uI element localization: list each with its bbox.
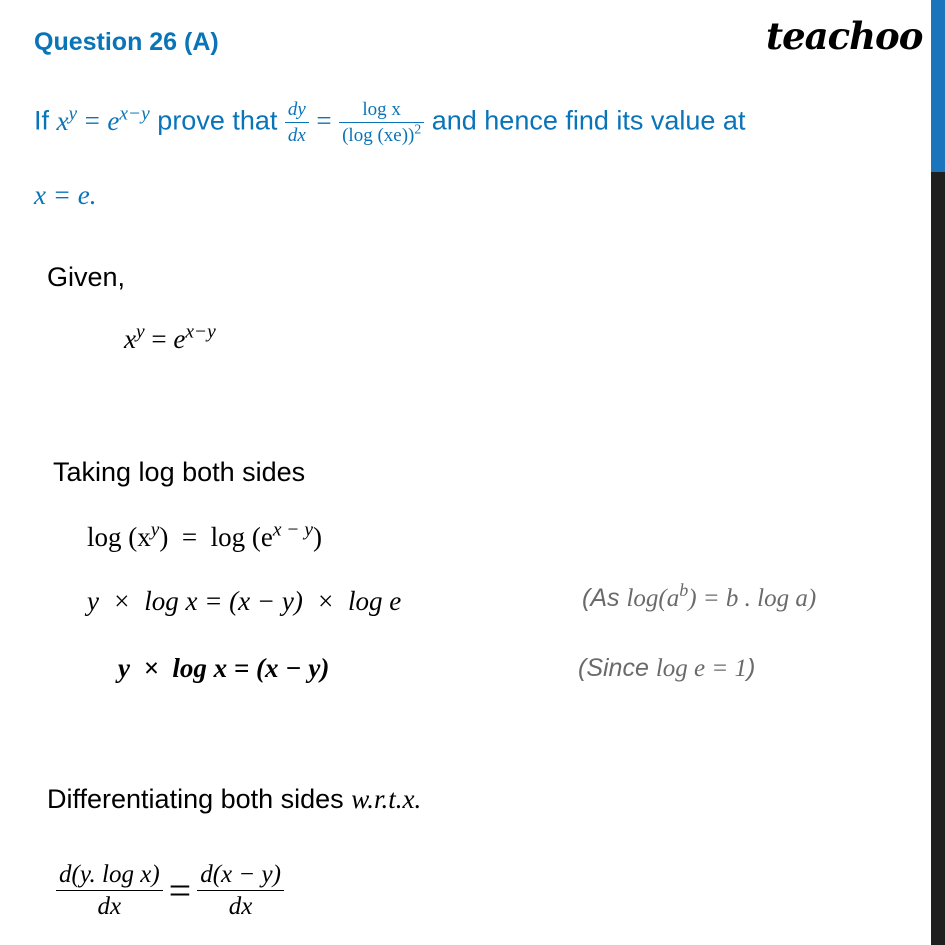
step1-note-math: log(a [626, 585, 680, 612]
log-equation [87, 519, 322, 553]
log-eq-rhs: log (e [210, 522, 273, 552]
log-fraction [339, 100, 424, 145]
step2-note-suffix: ) [747, 654, 756, 682]
step2-note-prefix: (Since [578, 654, 649, 682]
question-line-1: If $x^y = e^{x-y}$ prove that $\frac{dy}{dx}$ = $\frac{\text{log x}}{(\log (xe))^2}$ and hence find its value at [34, 99, 746, 146]
question-equals: = [84, 105, 100, 136]
log-eq-op: = [181, 522, 198, 552]
derivative-denominator: dx [287, 125, 306, 146]
step2-note [578, 654, 755, 683]
log-eq-rhs-close: ) [312, 522, 322, 552]
given-lhs: x [124, 324, 136, 354]
question-title: Question 26 (A) [34, 28, 219, 56]
step2-note-math: log e = 1 [655, 655, 747, 682]
question-tail: and hence find its value at [431, 105, 746, 136]
diff-rhs-denominator: dx [228, 893, 253, 920]
log-fraction-numerator: log x [339, 100, 424, 123]
question-rhs: e [107, 105, 120, 136]
question-lhs-exp: y [68, 102, 78, 124]
question-line-2: x = e. [34, 180, 97, 210]
given-op: = [151, 324, 167, 354]
log-eq-lhs-close: ) [159, 522, 169, 552]
given-rhs: e [173, 324, 186, 354]
given-lhs-exp: y [135, 321, 145, 343]
question-rhs-exp: x−y [119, 102, 150, 124]
question-lhs: x [56, 105, 69, 136]
log-eq-lhs-exp: y [150, 519, 160, 541]
scrollbar-thumb[interactable] [931, 0, 945, 172]
given-label: Given, [47, 262, 126, 292]
step1-note [582, 580, 817, 613]
diff-equation [56, 862, 284, 919]
log-fraction-denominator: (log (xe)) [342, 125, 415, 146]
step1-equation: y × log x = (x − y) × log e [87, 586, 402, 616]
log-eq-rhs-exp: x − y [272, 519, 313, 541]
diff-rhs-numerator: d(x − y) [197, 862, 284, 891]
diff-label: Differentiating both sides [47, 784, 344, 814]
given-equation [124, 321, 216, 355]
diff-equals: = [168, 868, 192, 913]
diff-lhs-numerator: d(y. log x) [56, 862, 163, 891]
step1-note-rest: ) = b . log a) [688, 585, 817, 612]
derivative-numerator: dy [285, 100, 309, 123]
taking-log-label: Taking log both sides [53, 457, 306, 487]
question-prove-that: prove that [157, 105, 278, 136]
diff-label-row [47, 784, 421, 815]
step2-equation: y × log x = (x − y) [118, 653, 330, 683]
derivative-fraction [285, 100, 309, 145]
given-rhs-exp: x−y [185, 321, 216, 343]
diff-lhs-fraction [56, 862, 163, 919]
diff-wrt: w.r.t.x. [351, 784, 422, 814]
question-if: If [34, 105, 50, 136]
diff-lhs-denominator: dx [97, 893, 122, 920]
teachoo-logo: teachoo [766, 14, 923, 58]
step1-note-prefix: (As [582, 584, 620, 612]
log-eq-lhs: log (x [87, 522, 151, 552]
diff-rhs-fraction [197, 862, 284, 919]
step1-note-exp: b [679, 580, 689, 601]
log-fraction-denominator-exp: 2 [414, 121, 422, 137]
